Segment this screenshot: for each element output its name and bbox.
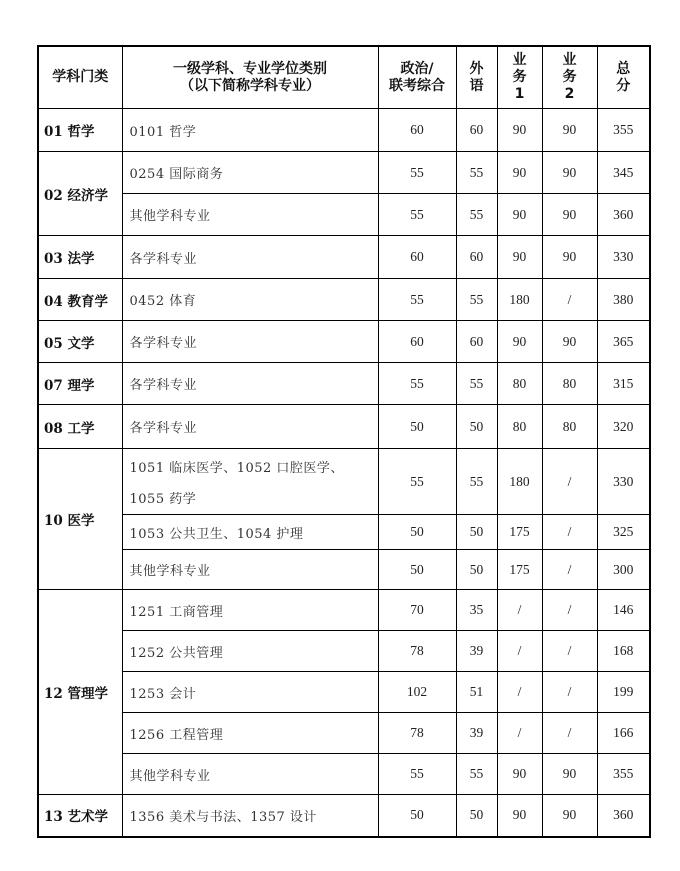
- course2-score: /: [542, 550, 597, 590]
- total-score: 330: [597, 236, 650, 279]
- table-row: [38, 279, 650, 321]
- politics-score: 55: [378, 194, 456, 236]
- politics-score: 60: [378, 109, 456, 152]
- politics-score: 50: [378, 550, 456, 590]
- politics-score: 78: [378, 631, 456, 672]
- header-foreign: [456, 46, 497, 109]
- header-category-label: 学科门类: [52, 69, 109, 85]
- category-cell: 01 哲学: [38, 109, 122, 152]
- politics-score: 78: [378, 713, 456, 754]
- politics-score: 55: [378, 363, 456, 405]
- major-cell: 1256 工程管理: [122, 713, 378, 754]
- total-score: 320: [597, 405, 650, 449]
- foreign-score: 55: [456, 194, 497, 236]
- foreign-score: 50: [456, 795, 497, 837]
- major-line2: 1055 药学: [129, 491, 197, 507]
- course1-score: 175: [497, 515, 542, 550]
- category-cell: 07 理学: [38, 363, 122, 405]
- table-row: [38, 236, 650, 279]
- category-cell: 08 工学: [38, 405, 122, 449]
- header-course1-line3: 1: [514, 86, 525, 102]
- politics-score: 55: [378, 449, 456, 515]
- table-row: [38, 152, 650, 194]
- header-course2-line2: 务: [562, 69, 577, 85]
- foreign-score: 50: [456, 550, 497, 590]
- total-score: 325: [597, 515, 650, 550]
- major-cell: 1356 美术与书法、1357 设计: [122, 795, 378, 837]
- course1-score: 90: [497, 194, 542, 236]
- total-score: 380: [597, 279, 650, 321]
- course1-score: 175: [497, 550, 542, 590]
- header-major-line1: 一级学科、专业学位类别: [173, 60, 327, 77]
- course1-score: 90: [497, 152, 542, 194]
- major-cell: 其他学科专业: [122, 754, 378, 795]
- table-row: [38, 405, 650, 449]
- course2-score: /: [542, 590, 597, 631]
- header-total-line1: 总: [616, 60, 631, 77]
- course1-score: 180: [497, 279, 542, 321]
- table-row: [38, 795, 650, 837]
- course2-score: 90: [542, 236, 597, 279]
- major-cell: 0101 哲学: [122, 109, 378, 152]
- foreign-score: 60: [456, 236, 497, 279]
- foreign-score: 55: [456, 152, 497, 194]
- course2-score: 90: [542, 194, 597, 236]
- table-row: [38, 449, 650, 515]
- total-score: 300: [597, 550, 650, 590]
- total-score: 330: [597, 449, 650, 515]
- course2-score: /: [542, 713, 597, 754]
- header-course2-line3: 2: [564, 86, 575, 102]
- course2-score: 80: [542, 405, 597, 449]
- header-foreign-line2: 语: [469, 77, 484, 94]
- category-cell: 04 教育学: [38, 279, 122, 321]
- course1-score: /: [497, 590, 542, 631]
- major-cell: 1252 公共管理: [122, 631, 378, 672]
- header-politics: [378, 46, 456, 109]
- foreign-score: 55: [456, 754, 497, 795]
- header-course2-line1: 业: [562, 52, 577, 68]
- course1-score: 90: [497, 236, 542, 279]
- major-cell: 各学科专业: [122, 321, 378, 363]
- total-score: 365: [597, 321, 650, 363]
- major-cell: 其他学科专业: [122, 550, 378, 590]
- foreign-score: 51: [456, 672, 497, 713]
- major-cell: 其他学科专业: [122, 194, 378, 236]
- course2-score: 90: [542, 795, 597, 837]
- header-foreign-line1: 外: [469, 60, 484, 77]
- politics-score: 50: [378, 405, 456, 449]
- score-line-table: [37, 45, 651, 838]
- category-cell: 02 经济学: [38, 152, 122, 236]
- major-line1: 1051 临床医学、1052 口腔医学、: [129, 460, 344, 476]
- foreign-score: 39: [456, 713, 497, 754]
- foreign-score: 60: [456, 321, 497, 363]
- foreign-score: 60: [456, 109, 497, 152]
- course2-score: 90: [542, 321, 597, 363]
- header-category: [38, 46, 122, 109]
- major-cell: 各学科专业: [122, 236, 378, 279]
- total-score: 360: [597, 795, 650, 837]
- category-cell: 10 医学: [38, 449, 122, 590]
- header-row: [38, 46, 650, 109]
- major-cell: 1253 会计: [122, 672, 378, 713]
- header-major: [122, 46, 378, 109]
- total-score: 199: [597, 672, 650, 713]
- foreign-score: 35: [456, 590, 497, 631]
- politics-score: 55: [378, 152, 456, 194]
- total-score: 315: [597, 363, 650, 405]
- major-cell: 1251 工商管理: [122, 590, 378, 631]
- foreign-score: 55: [456, 363, 497, 405]
- course2-score: 80: [542, 363, 597, 405]
- course1-score: 90: [497, 795, 542, 837]
- politics-score: 55: [378, 279, 456, 321]
- header-course2: [542, 46, 597, 109]
- table-row: [38, 321, 650, 363]
- header-major-line2: （以下简称学科专业）: [180, 77, 320, 94]
- total-score: 168: [597, 631, 650, 672]
- course1-score: /: [497, 631, 542, 672]
- total-score: 146: [597, 590, 650, 631]
- header-total: [597, 46, 650, 109]
- major-cell: 0452 体育: [122, 279, 378, 321]
- table-row: [38, 631, 650, 672]
- table-row: [38, 713, 650, 754]
- table-row: [38, 550, 650, 590]
- major-cell: [122, 449, 378, 515]
- politics-score: 55: [378, 754, 456, 795]
- foreign-score: 50: [456, 515, 497, 550]
- course2-score: /: [542, 672, 597, 713]
- total-score: 360: [597, 194, 650, 236]
- course1-score: /: [497, 713, 542, 754]
- foreign-score: 55: [456, 279, 497, 321]
- foreign-score: 50: [456, 405, 497, 449]
- politics-score: 50: [378, 795, 456, 837]
- header-course1: [497, 46, 542, 109]
- category-cell: 05 文学: [38, 321, 122, 363]
- category-cell: 13 艺术学: [38, 795, 122, 837]
- course2-score: /: [542, 631, 597, 672]
- header-total-line2: 分: [616, 77, 631, 94]
- major-cell: 各学科专业: [122, 363, 378, 405]
- header-politics-line2: 联考综合: [389, 77, 445, 94]
- total-score: 166: [597, 713, 650, 754]
- table-row: [38, 515, 650, 550]
- course1-score: 90: [497, 321, 542, 363]
- foreign-score: 39: [456, 631, 497, 672]
- course2-score: /: [542, 515, 597, 550]
- foreign-score: 55: [456, 449, 497, 515]
- header-course1-line2: 务: [512, 69, 527, 85]
- politics-score: 60: [378, 236, 456, 279]
- major-cell: 1053 公共卫生、1054 护理: [122, 515, 378, 550]
- table-row: [38, 363, 650, 405]
- politics-score: 102: [378, 672, 456, 713]
- course1-score: 90: [497, 109, 542, 152]
- course2-score: 90: [542, 152, 597, 194]
- politics-score: 60: [378, 321, 456, 363]
- course2-score: /: [542, 279, 597, 321]
- total-score: 345: [597, 152, 650, 194]
- politics-score: 50: [378, 515, 456, 550]
- course1-score: 80: [497, 405, 542, 449]
- table-row: [38, 109, 650, 152]
- table-row: [38, 194, 650, 236]
- course2-score: 90: [542, 754, 597, 795]
- total-score: 355: [597, 754, 650, 795]
- course1-score: 90: [497, 754, 542, 795]
- major-cell: 0254 国际商务: [122, 152, 378, 194]
- table-row: [38, 590, 650, 631]
- category-cell: 12 管理学: [38, 590, 122, 795]
- politics-score: 70: [378, 590, 456, 631]
- table-row: [38, 672, 650, 713]
- course1-score: 80: [497, 363, 542, 405]
- total-score: 355: [597, 109, 650, 152]
- course1-score: 180: [497, 449, 542, 515]
- course2-score: /: [542, 449, 597, 515]
- header-politics-line1: 政治/: [400, 60, 434, 77]
- header-course1-line1: 业: [512, 52, 527, 68]
- course1-score: /: [497, 672, 542, 713]
- table-row: [38, 754, 650, 795]
- category-cell: 03 法学: [38, 236, 122, 279]
- course2-score: 90: [542, 109, 597, 152]
- major-cell: 各学科专业: [122, 405, 378, 449]
